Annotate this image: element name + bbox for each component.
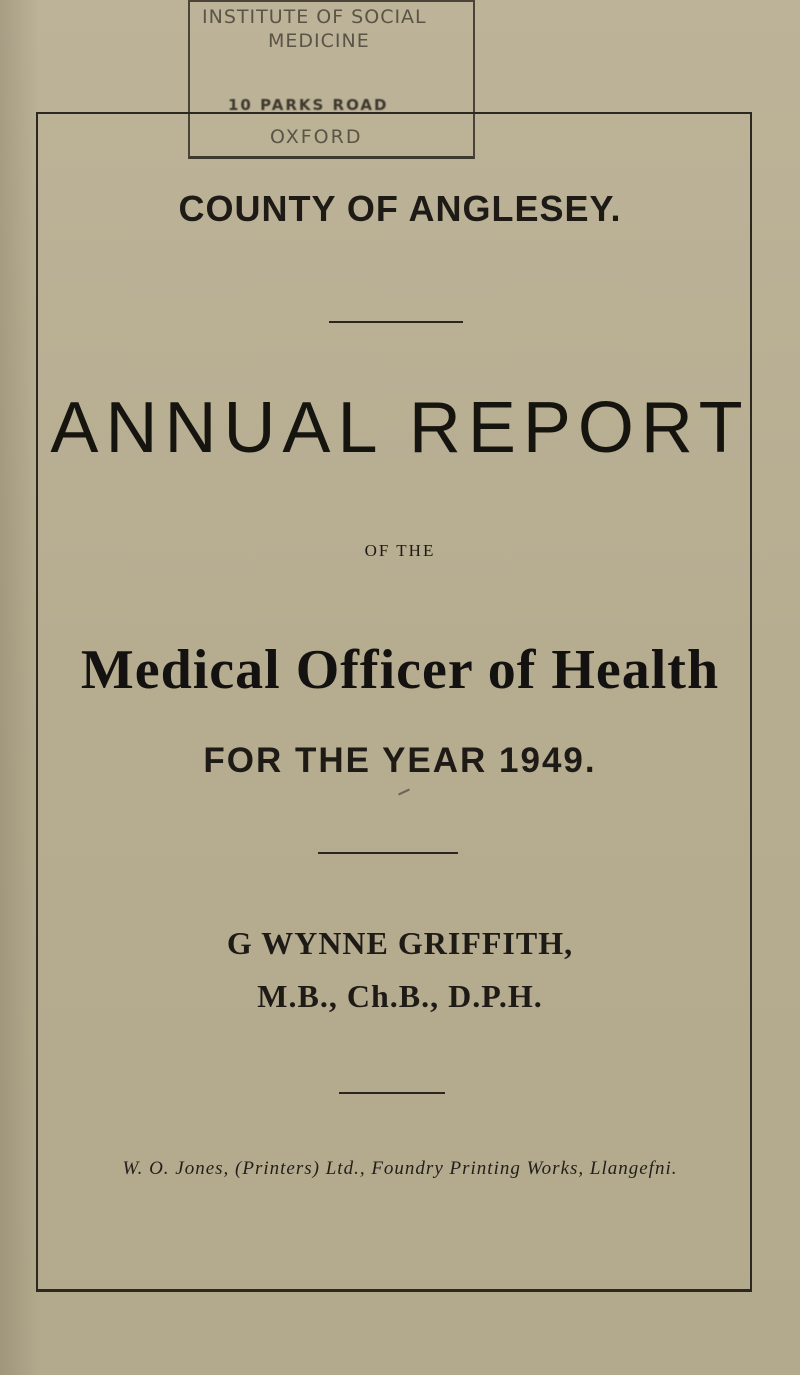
of-the-text: OF THE xyxy=(364,541,436,560)
report-title: ANNUAL REPORT xyxy=(50,388,750,468)
county-heading: COUNTY OF ANGLESEY. xyxy=(178,188,622,229)
divider-rule xyxy=(318,852,458,854)
report-year: FOR THE YEAR 1949. xyxy=(203,741,597,780)
author-degrees: M.B., Ch.B., D.P.H. xyxy=(257,978,543,1014)
printer-imprint: W. O. Jones, (Printers) Ltd., Foundry Printing Works, Llangefni. xyxy=(122,1158,678,1179)
stamp-address-line: 10 PARKS ROAD xyxy=(228,96,389,114)
divider-rule xyxy=(339,1092,445,1094)
cover-frame xyxy=(36,113,752,1292)
stamp-city-line: OXFORD xyxy=(270,126,363,148)
author-name: G WYNNE GRIFFITH, xyxy=(226,925,574,961)
report-subtitle: Medical Officer of Health xyxy=(80,639,720,701)
stamp-medicine-line: MEDICINE xyxy=(268,30,370,52)
divider-rule xyxy=(329,321,463,323)
stamp-institute-line: INSTITUTE OF SOCIAL xyxy=(202,6,427,28)
